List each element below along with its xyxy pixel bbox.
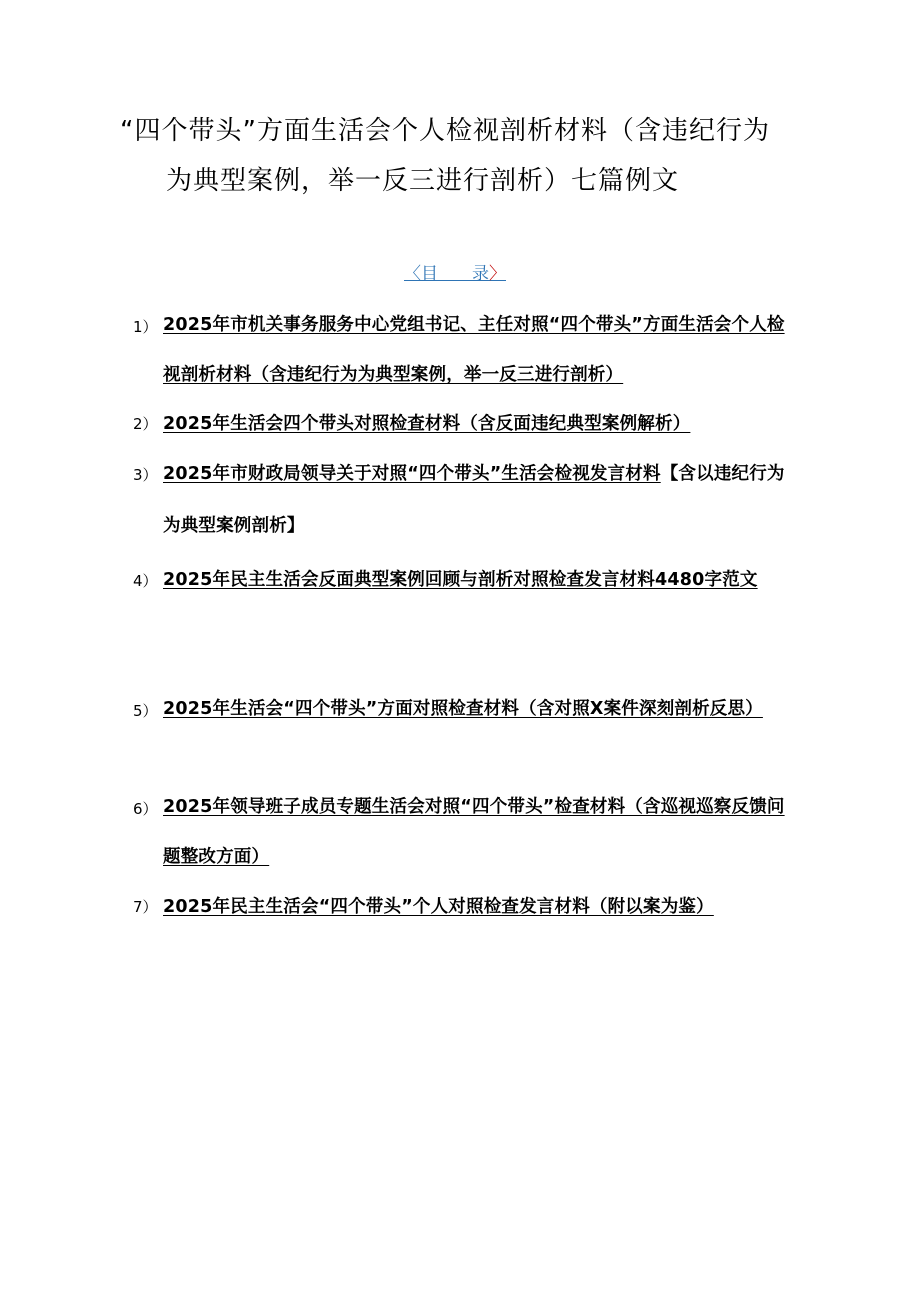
document-title-line-2: 为典型案例，举一反三进行剖析）七篇例文: [166, 166, 680, 196]
toc-item-text[interactable]: 2025年生活会四个带头对照检查材料（含反面违纪典型案例解析）: [163, 414, 691, 434]
toc-item-number: 3）: [133, 466, 158, 484]
toc-item-link[interactable]: [163, 448, 795, 552]
toc-item-number: 5）: [133, 702, 158, 720]
toc-item-number: 7）: [133, 898, 158, 916]
toc-item-number: 4）: [133, 572, 158, 590]
toc-heading: [404, 262, 506, 286]
toc-item-text[interactable]: 2025年民主生活会“四个带头”个人对照检查发言材料（附以案为鉴）: [163, 897, 714, 917]
toc-item-number: 1）: [133, 318, 158, 336]
toc-item-link[interactable]: [163, 684, 795, 734]
toc-item-text[interactable]: 2025年生活会“四个带头”方面对照检查材料（含对照X案件深刻剖析反思）: [163, 699, 763, 719]
toc-item-text[interactable]: 2025年民主生活会反面典型案例回顾与剖析对照检查发言材料4480字范文: [163, 570, 758, 590]
document-title: [120, 106, 820, 206]
toc-item-suffix: 【含以违纪行为为典型案例剖析】: [163, 464, 785, 536]
toc-item-text[interactable]: 2025年市机关事务服务中心党组书记、主任对照“四个带头”方面生活会个人检视剖析材料（含违纪行为为典型案例，举一反三进行剖析）: [163, 315, 785, 385]
toc-item-link[interactable]: [163, 552, 795, 608]
toc-heading-text: 〈目 录: [404, 264, 489, 284]
toc-item-number: 6）: [133, 800, 158, 818]
toc-item-link[interactable]: [163, 893, 795, 921]
document-title-line-1: “四个带头”方面生活会个人检视剖析材料（含违纪行为: [120, 116, 770, 146]
toc-item-link[interactable]: [163, 782, 795, 882]
toc-item-number: 2）: [133, 415, 158, 433]
toc-item-text[interactable]: 2025年市财政局领导关于对照“四个带头”生活会检视发言材料: [163, 464, 661, 484]
toc-item-link[interactable]: [163, 300, 795, 400]
toc-item-text[interactable]: 2025年领导班子成员专题生活会对照“四个带头”检查材料（含巡视巡察反馈问题整改方面）: [163, 797, 785, 867]
toc-heading-close-bracket: 〉: [489, 264, 506, 284]
toc-item-link[interactable]: [163, 410, 795, 438]
